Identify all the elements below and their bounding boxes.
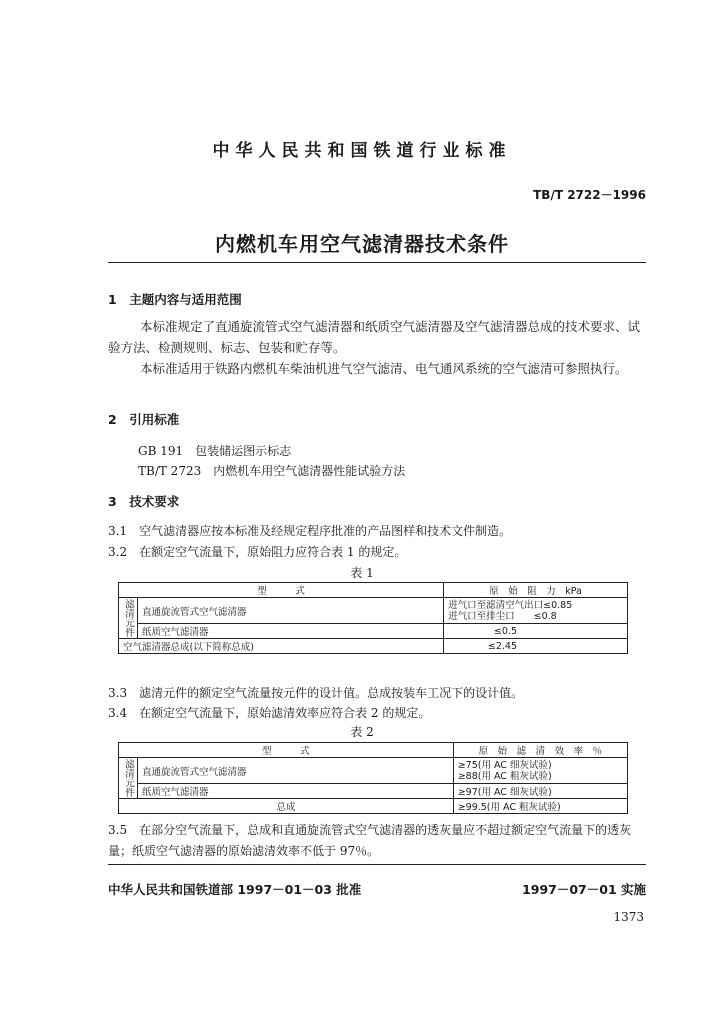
standard-code: TB/T 2722－1996	[533, 188, 646, 202]
table-2-row-3-type: 总成	[119, 799, 454, 814]
section-1-heading: 1 主题内容与适用范围	[108, 292, 242, 307]
clause-3-2: 3.2 在额定空气流量下，原始阻力应符合表 1 的规定。	[108, 545, 407, 559]
approval-date: 中华人民共和国铁道部 1997－01－03 批准	[108, 882, 362, 897]
table-2-row-1-value-fine-dust: ≥75(用 AC 细灰试验)	[457, 759, 552, 771]
section-3-heading: 3 技术要求	[108, 494, 180, 509]
page-number: 1373	[613, 910, 644, 924]
section-2-heading: 2 引用标准	[108, 412, 180, 427]
clause-3-5: 3.5 在部分空气流量下，总成和直通旋流管式空气滤清器的透灰量应不超过额定空气流量下的透灰量；纸质空气滤清器的原始滤清效率不低于 97％。	[108, 823, 632, 858]
section-1-paragraph-1: 本标准规定了直通旋流管式空气滤清器和纸质空气滤清器及空气滤清器总成的技术要求、试验方法、检测规则、标志、包装和贮存等。	[108, 319, 641, 355]
table-2-caption: 表 2	[350, 725, 374, 739]
clause-3-1: 3.1 空气滤清器应按本标准及经规定程序批准的产品图样和技术文件制造。	[108, 524, 512, 538]
table-1-row-2-type: 纸质空气滤清器	[138, 624, 444, 639]
table-2-header-efficiency: 原 始 滤 清 效 率 ％	[453, 743, 627, 758]
table-2	[118, 742, 628, 814]
table-2-row-1-values	[453, 758, 627, 784]
effective-date: 1997－07－01 实施	[522, 882, 646, 897]
table-1-row-1-values	[444, 598, 628, 624]
table-1-row-3-type: 空气滤清器总成(以下简称总成)	[119, 639, 444, 654]
footer-rule	[108, 864, 646, 865]
table-1-group-label: 滤清元件	[119, 598, 138, 639]
title-rule	[108, 262, 646, 263]
clause-3-3: 3.3 滤清元件的额定空气流量按元件的设计值。总成按装车工况下的设计值。	[108, 686, 524, 700]
table-1-row-1-value-dust-port: 进气口至排尘口 ≤0.8	[448, 610, 557, 622]
table-1-caption: 表 1	[350, 566, 374, 580]
clause-3-4: 3.4 在额定空气流量下，原始滤清效率应符合表 2 的规定。	[108, 706, 431, 720]
standard-header: 中华人民共和国铁道行业标准	[212, 141, 512, 161]
table-2-row-2-value: ≥97(用 AC 细灰试验)	[453, 784, 627, 799]
table-2-header-type: 型 式	[119, 743, 454, 758]
reference-gb191: GB 191 包装储运图示标志	[138, 444, 292, 458]
table-2-row-1-value-coarse-dust: ≥88(用 AC 粗灰试验)	[457, 770, 552, 782]
table-2-group-label: 滤清元件	[119, 758, 138, 799]
document-title: 内燃机车用空气滤清器技术条件	[215, 232, 509, 256]
section-1-paragraph-2: 本标准适用于铁路内燃机车柴油机进气空气滤清、电气通风系统的空气滤清可参照执行。	[140, 361, 628, 376]
table-1-row-1-type: 直通旋流管式空气滤清器	[138, 598, 444, 624]
table-2-row-1-type: 直通旋流管式空气滤清器	[138, 758, 454, 784]
table-1-row-3-value: ≤2.45	[444, 639, 628, 654]
table-1-row-1-value-outlet: 进气口至滤清空气出口≤0.85	[448, 599, 573, 611]
table-2-row-3-value: ≥99.5(用 AC 粗灰试验)	[453, 799, 627, 814]
table-2-row-2-type: 纸质空气滤清器	[138, 784, 454, 799]
table-1-header-type: 型 式	[119, 583, 444, 598]
table-1	[118, 582, 628, 654]
table-1-row-2-value: ≤0.5	[444, 624, 628, 639]
table-1-header-resistance: 原 始 阻 力 kPa	[444, 583, 628, 598]
reference-tbt2723: TB/T 2723 内燃机车用空气滤清器性能试验方法	[138, 464, 406, 478]
